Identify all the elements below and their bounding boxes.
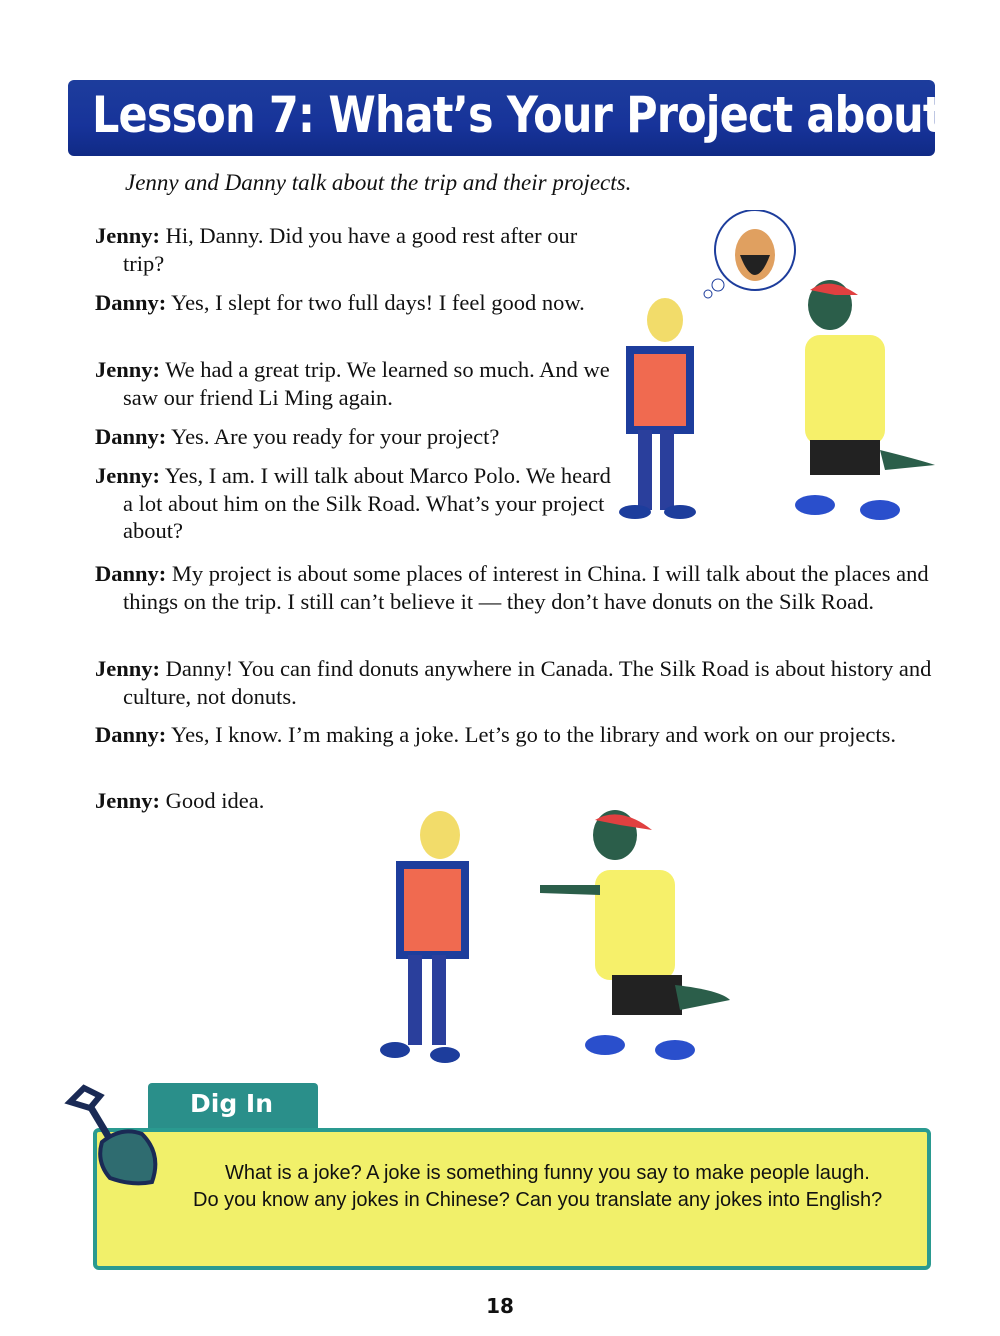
line-text: Yes, I slept for two full days! I feel good now. [171,290,585,315]
dialogue-line [95,655,973,710]
dig-in-text: What is a joke? A joke is something funny you say to make people laugh. Do you know any jokes in Chinese? Can you translate any jokes into English? [193,1162,883,1211]
dig-in-tab [148,1083,318,1131]
speaker: Danny: [95,561,167,586]
dialogue-line [95,721,958,749]
line-text: Danny! You can find donuts anywhere in Canada. The Silk Road is about history and culture, not donuts. [123,656,932,709]
speaker: Jenny: [95,223,161,248]
speaker: Danny: [95,290,167,315]
shovel-icon [62,1082,172,1194]
line-text: Yes, I am. I will talk about Marco Polo. We heard a lot about him on the Silk Road. What’s your project about? [123,463,611,543]
line-text: We had a great trip. We learned so much. And we saw our friend Li Ming again. [123,357,610,410]
line-text: Yes, I know. I’m making a joke. Let’s go to the library and work on our projects. [171,722,896,747]
dig-in-box [93,1128,931,1270]
intro-text: Jenny and Danny talk about the trip and their projects. [125,170,632,195]
dialogue-line [95,423,623,451]
dialogue-line [95,289,593,317]
speaker: Jenny: [95,463,161,488]
page-number: 18 [486,1294,514,1318]
dig-in-label: Dig In [190,1089,274,1118]
lesson-title: Lesson 7: What’s Your Project about? [92,86,967,144]
line-text: My project is about some places of interest in China. I will talk about the places and things on the trip. I still can’t believe it — they don’t have donuts on the Silk Road. [123,561,929,614]
line-text: Hi, Danny. Did you have a good rest after our trip? [123,223,578,276]
dialogue-line [95,356,623,411]
line-text: Yes. Are you ready for your project? [171,424,500,449]
speaker: Danny: [95,722,167,747]
jenny-danny-illustration-top [600,210,950,530]
speaker: Jenny: [95,357,161,382]
speaker: Jenny: [95,788,161,813]
dialogue-line [95,560,983,615]
speaker: Jenny: [95,656,161,681]
speaker: Danny: [95,424,167,449]
jenny-danny-illustration-bottom [370,805,740,1075]
dialogue-line [95,222,593,277]
lesson-title-banner [68,80,967,156]
line-text: Good idea. [165,788,265,813]
dialogue-line [95,462,618,545]
